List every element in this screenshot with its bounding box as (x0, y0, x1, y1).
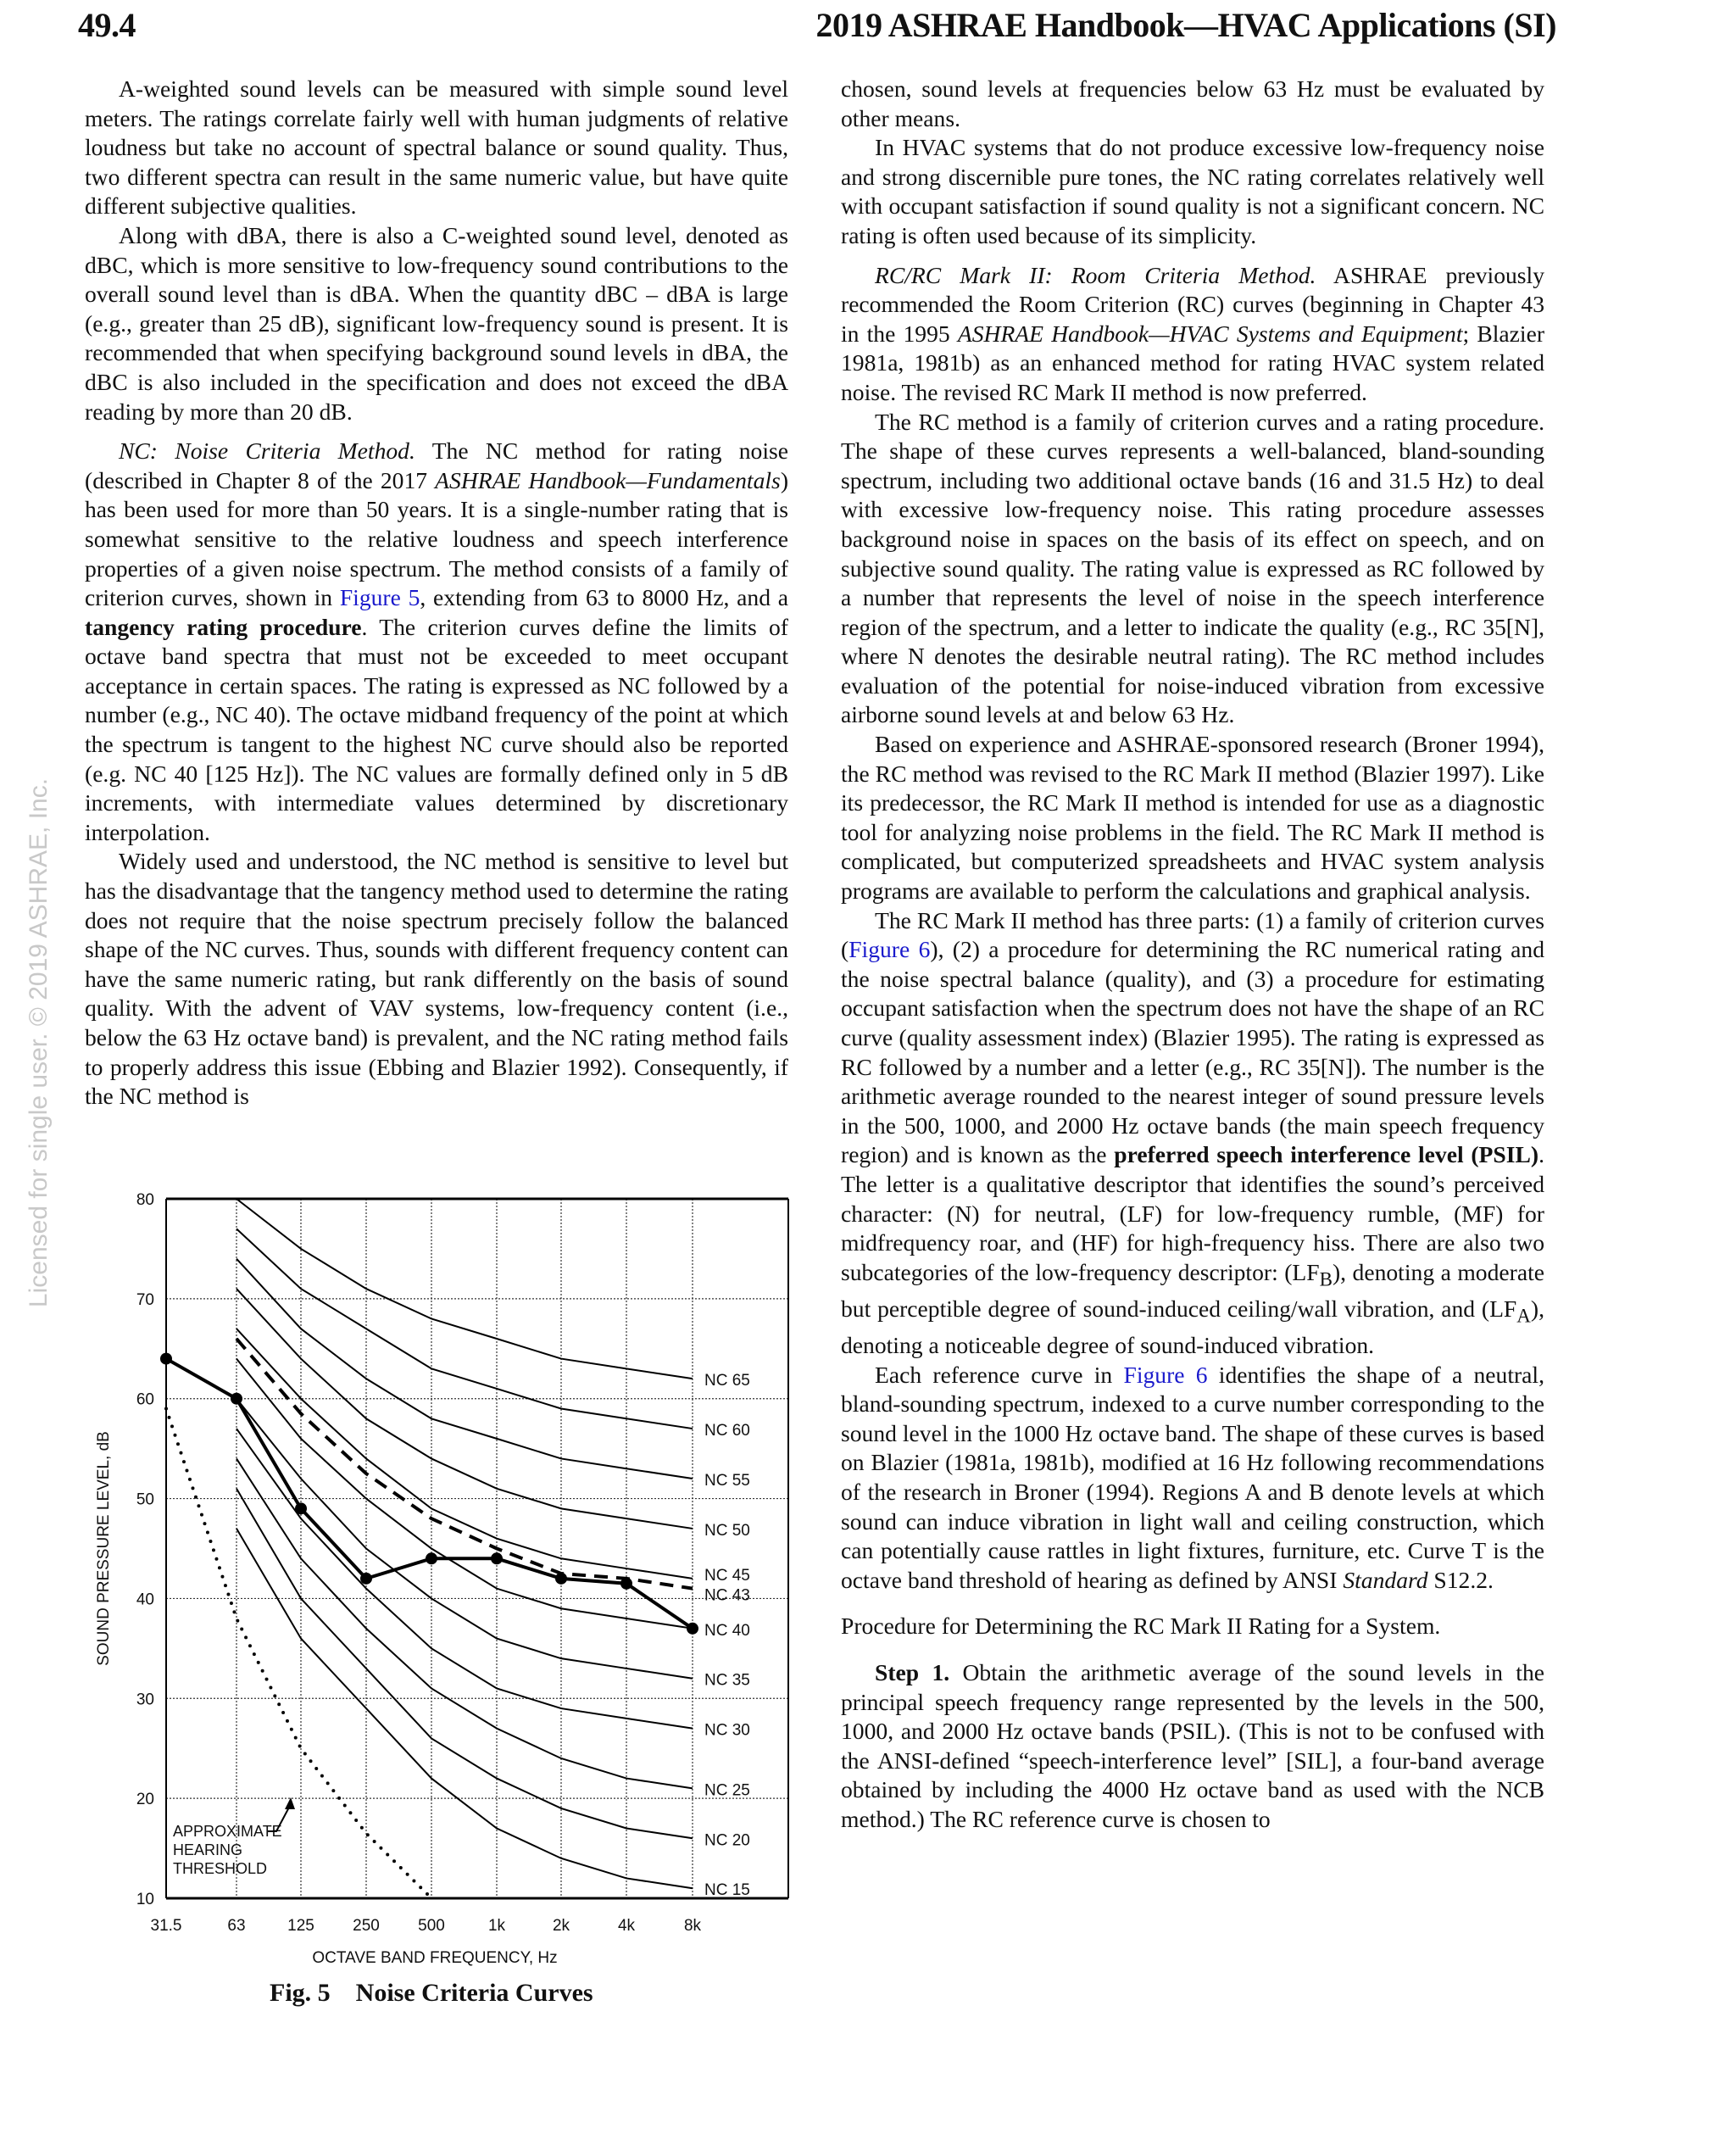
nc-45-curve (236, 1329, 693, 1579)
figure-caption: Fig. 5 Noise Criteria Curves (270, 1979, 593, 2007)
paragraph: The RC Mark II method has three parts: (1) a family of criterion curves (Figure 6), (2) a procedure for determining the RC numerical rating and the noise spectral balance (quality), and (3) a procedure for estimating occupant satisfaction when the spectrum does not have the shape of an RC curve (quality assessment index) (Blazier 1995). The rating is expressed as RC followed by a number and a letter (e.g., RC 35[N]). The number is the arithmetic average rounded to the nearest integer of sound pressure levels in the 500, 1000, and 2000 Hz octave bands (the main speech frequency region) and is known as the preferred speech interference level (PSIL). The letter is a qualitative descriptor that identifies the sound’s perceived character: (N) for neutral, (LF) for low-frequency rumble, (MF) for midfrequency roar, and (HF) for high-frequency hiss. There are also two subcategories of the low-frequency descriptor: $(LF_B)$, denoting a moderate but perceptible degree of sound-induced ceiling/wall vibration, and $(LF_A)$, denoting a noticeable degree of sound-induced vibration. (841, 906, 1544, 1358)
data-point-marker (160, 1353, 172, 1365)
figure-6-link[interactable]: Figure 6 (1123, 1361, 1208, 1388)
nc-curve-label: NC 43 (704, 1586, 750, 1605)
data-point-marker (620, 1578, 632, 1590)
data-point-marker (555, 1573, 567, 1585)
nc-curve-label: NC 45 (704, 1566, 750, 1585)
paragraph-nc-method: NC: Noise Criteria Method. The NC method for rating noise (described in Chapter 8 of the 2017 ASHRAE Handbook—Fundamentals) has been used for more than 50 years. It is a single-number rating that is somewhat sensitive to the relative loudness and speech interference properties of a given noise spectrum. The method consists of a family of criterion curves, shown in Figure 5, extending from 63 to 8000 Hz, and a tangency rating procedure. The criterion curves define the limits of octave band spectra that must not be exceeded to meet occupant acceptance in certain spaces. The rating is expressed as NC followed by a number (e.g., NC 40). The octave midband frequency of the point at which the spectrum is tangent to the highest NC curve should also be reported (e.g. NC 40 [125 Hz]). The NC values are formally defined only in 5 dB increments, with intermediate values determined by discretionary interpolation. (85, 437, 789, 845)
book-reference: ASHRAE Handbook—Fundamentals (435, 466, 781, 493)
nc-curves-figure (85, 1178, 797, 2026)
data-point-marker (687, 1623, 698, 1635)
right-column (841, 75, 1544, 1834)
procedure-heading: Procedure for Determining the RC Mark II Rating for a System. (841, 1613, 1441, 1640)
nc-curve-label: NC 50 (704, 1521, 750, 1540)
x-tick-label: 31.5 (150, 1917, 182, 1935)
hearing-threshold-label: APPROXIMATE (173, 1823, 282, 1840)
data-point-marker (360, 1573, 372, 1585)
nc-curve-label: NC 30 (704, 1721, 750, 1740)
x-tick-label: 1k (487, 1917, 506, 1935)
data-point-marker (231, 1393, 242, 1405)
license-watermark: Licensed for single user. © 2019 ASHRAE, Inc. (25, 777, 53, 1308)
x-tick-label: 4k (617, 1917, 636, 1935)
paragraph: In HVAC systems that do not produce excessive low-frequency noise and strong discernible pure tones, the NC rating correlates relatively well with occupant satisfaction if sound quality is not a significant concern. NC rating is often used because of its simplicity. (841, 134, 1544, 248)
nc-curve-label: NC 40 (704, 1621, 750, 1640)
paragraph: The RC method is a family of criterion curves and a rating procedure. The shape of these curves represents a well-balanced, bland-sounding spectrum, including two additional octave bands (16 and 31.5 Hz) to deal with excessive low-frequency noise. This rating procedure assesses background noise in spaces on the basis of its effect on speech, and on subjective sound quality. The rating value is expressed as RC followed by a number that represents the level of noise in the speech interference region of the spectrum, and a letter to indicate the quality (e.g., RC 35[N], where N denotes the desirable neutral rating). The RC method includes evaluation of the potential for noise-induced vibration from excessive airborne sound levels at and below 63 Hz. (841, 408, 1544, 728)
hearing-threshold-label: THRESHOLD (173, 1860, 268, 1877)
y-tick-label: 60 (136, 1390, 154, 1409)
nc-65-curve (236, 1199, 693, 1379)
y-tick-label: 50 (136, 1490, 154, 1509)
y-tick-label: 20 (136, 1791, 154, 1809)
paragraph-rc-method: RC/RC Mark II: Room Criteria Method. ASHRAE previously recommended the Room Criterion (RC) curves (beginning in Chapter 43 in the 1995 ASHRAE Handbook—HVAC Systems and Equipment; Blazier 1981a, 1981b) as an enhanced method for rating HVAC system related noise. The revised RC Mark II method is now preferred. (841, 261, 1545, 405)
nc-43-curve (236, 1339, 693, 1589)
nc-curve-label: NC 25 (704, 1781, 750, 1800)
y-tick-label: 70 (136, 1290, 154, 1309)
figure-5-link[interactable]: Figure 5 (339, 584, 420, 611)
y-tick-label: 40 (136, 1591, 154, 1609)
book-reference: ASHRAE Handbook—HVAC Systems and Equipment (957, 320, 1463, 347)
nc-curve-label: NC 20 (704, 1831, 750, 1850)
arrow-icon (285, 1797, 295, 1809)
nc-curve-label: NC 15 (704, 1881, 750, 1900)
x-tick-label: 500 (418, 1917, 445, 1935)
paragraph: Each reference curve in Figure 6 identifies the shape of a neutral, bland-sounding spectrum, indexed to a curve number corresponding to the sound level in the 1000 Hz octave band. The shape of these curves is based on Blazier (1981a, 1981b), modified at 16 Hz following recommendations of the research in Broner (1994). Regions A and B denote levels at which sound can induce vibration in light wall and ceiling construction, which can potentially cause rattles in light fixtures, furniture, etc. Curve T is the octave band threshold of hearing as defined by ANSI Standard S12.2. (841, 1361, 1544, 1593)
left-column (85, 75, 788, 1111)
nc-curve-label: NC 65 (704, 1372, 750, 1390)
x-axis-label: OCTAVE BAND FREQUENCY, Hz (312, 1949, 558, 1967)
nc-50-curve (236, 1289, 693, 1529)
step-1: Step 1. Obtain the arithmetic average of the sound levels in the principal speech frequency range represented by the levels in the 500, 1000, and 2000 Hz octave bands (PSIL). (This is not to be confused with the ANSI-defined “speech-interference level” [SIL], a four-band average obtained by including the 4000 Hz octave band as used with the NCB method.) The RC reference curve is chosen to (841, 1658, 1544, 1832)
x-tick-label: 2k (552, 1917, 570, 1935)
data-point-marker (295, 1502, 307, 1514)
paragraph: chosen, sound levels at frequencies below 63 Hz must be evaluated by other means. (841, 75, 1544, 131)
nc-curve-label: NC 55 (704, 1472, 750, 1490)
x-tick-label: 125 (287, 1917, 314, 1935)
running-header: 2019 ASHRAE Handbook—HVAC Applications (SI) (815, 6, 1556, 44)
bold-term: tangency rating procedure (85, 613, 362, 640)
run-in-heading: RC/RC Mark II: Room Criteria Method. (875, 261, 1316, 288)
x-tick-label: 250 (353, 1917, 380, 1935)
nc-chart (85, 1178, 797, 2026)
nc-35-curve (236, 1399, 693, 1679)
hearing-threshold-label: HEARING (173, 1841, 243, 1858)
x-tick-label: 8k (683, 1917, 702, 1935)
page-number: 49.4 (78, 6, 136, 44)
data-point-marker (426, 1552, 437, 1564)
y-tick-label: 30 (136, 1691, 154, 1709)
y-axis-label: SOUND PRESSURE LEVEL, dB (95, 1431, 113, 1666)
data-point-marker (491, 1552, 503, 1564)
paragraph: Widely used and understood, the NC method is sensitive to level but has the disadvantage that the tangency method used to determine the rating does not require that the noise spectrum precisely follow the balanced shape of the NC curves. Thus, sounds with different frequency content can have the same numeric rating, but rank differently on the basis of sound quality. With the advent of VAV systems, low-frequency content (i.e., below the 63 Hz octave band) is prevalent, and the NC rating method fails to properly address this issue (Ebbing and Blazier 1992). Consequently, if the NC method is (85, 848, 788, 1110)
y-tick-label: 10 (136, 1891, 154, 1908)
y-tick-label: 80 (136, 1191, 154, 1209)
x-tick-label: 63 (227, 1917, 246, 1935)
paragraph: A-weighted sound levels can be measured with simple sound level meters. The ratings correlate fairly well with human judgments of relative loudness but take no account of spectral balance or sound quality. Thus, two different spectra can result in the same numeric value, but have quite different subjective qualities. (85, 75, 788, 220)
paragraph: Based on experience and ASHRAE-sponsored research (Broner 1994), the RC method was revised to the RC Mark II method (Blazier 1997). Like its predecessor, the RC Mark II method is intended for use as a diagnostic tool for analyzing noise problems in the field. The RC Mark II method is complicated, but computerized spreadsheets and HVAC system analysis programs are available to perform the calculations and graphical analysis. (841, 731, 1544, 905)
run-in-heading: NC: Noise Criteria Method. (119, 437, 415, 465)
nc-curve-label: NC 35 (704, 1671, 750, 1690)
bold-term: preferred speech interference level (PSIL) (1114, 1141, 1539, 1168)
figure-6-link[interactable]: Figure 6 (849, 936, 931, 963)
nc-20-curve (236, 1489, 693, 1839)
paragraph: Along with dBA, there is also a C-weighted sound level, denoted as dBC, which is more sensitive to low-frequency sound contributions to the overall sound level than is dBA. When the quantity dBC – dBA is large (e.g., greater than 25 dB), significant low-frequency sound is present. It is recommended that when specifying background sound levels in dBA, the dBC is also included in the specification and does not exceed the dBA reading by more than 20 dB. (85, 221, 788, 425)
nc-curve-label: NC 60 (704, 1422, 750, 1440)
